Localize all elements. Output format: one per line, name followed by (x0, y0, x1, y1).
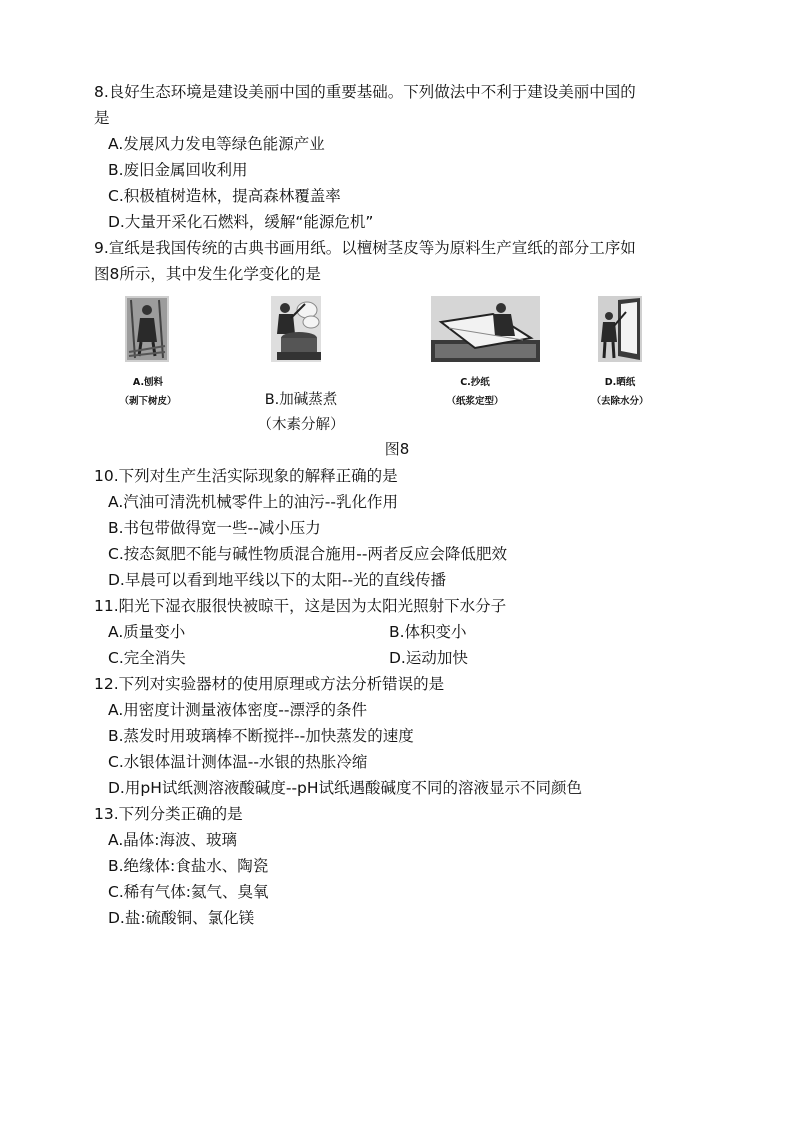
q13-stem: 13.下列分类正确的是 (94, 805, 243, 823)
q8-stem-line1: 8.良好生态环境是建设美丽中国的重要基础。下列做法中不利于建设美丽中国的 (94, 83, 636, 101)
figure-d-paper-drying-illustration (598, 296, 642, 362)
q12-option-b: B.蒸发时用玻璃棒不断搅拌--加快蒸发的速度 (108, 727, 414, 745)
figure-a-label: A.刨料 (132, 377, 164, 388)
q10-option-b: B.书包带做得宽一些--减小压力 (108, 519, 321, 537)
q8-stem-line2: 是 (94, 109, 110, 127)
q8-option-d: D.大量开采化石燃料，缓解“能源危机” (108, 213, 374, 231)
figure-b-sublabel: （木素分解） (257, 417, 345, 433)
q11-option-a: A.质量变小 (108, 623, 186, 641)
q11-stem: 11.阳光下湿衣服很快被晾干，这是因为太阳光照射下水分子 (94, 597, 507, 615)
q10-stem: 10.下列对生产生活实际现象的解释正确的是 (94, 467, 398, 485)
q11-option-b: B.体积变小 (389, 623, 467, 641)
figure-d-sublabel: （去除水分） (591, 396, 649, 407)
figure-a-bark-peeling-illustration (125, 296, 169, 362)
q8-option-b: B.废旧金属回收利用 (108, 161, 248, 179)
q10-option-d: D.早晨可以看到地平线以下的太阳--光的直线传播 (108, 571, 447, 589)
q12-option-a: A.用密度计测量液体密度--漂浮的条件 (108, 701, 367, 719)
figure-c-paper-forming-illustration (431, 296, 540, 362)
figure-c-sublabel: （纸浆定型） (446, 396, 504, 407)
figure-c-label: C.抄纸 (460, 377, 490, 388)
q13-option-c: C.稀有气体:氦气、臭氧 (108, 883, 269, 901)
q8-option-a: A.发展风力发电等绿色能源产业 (108, 135, 325, 153)
q12-option-d: D.用pH试纸测溶液酸碱度--pH试纸遇酸碱度不同的溶液显示不同颜色 (108, 779, 583, 797)
figure-b-alkali-boiling-illustration (271, 296, 321, 362)
q10-option-a: A.汽油可清洗机械零件上的油污--乳化作用 (108, 493, 398, 511)
q13-option-b: B.绝缘体:食盐水、陶瓷 (108, 857, 269, 875)
figure-b-label: B.加碱蒸煮 (264, 392, 338, 408)
q13-option-d: D.盐:硫酸铜、氯化镁 (108, 909, 255, 927)
figure-d-label: D.晒纸 (604, 377, 636, 388)
q11-option-d: D.运动加快 (389, 649, 468, 667)
figure-caption: 图8 (384, 440, 410, 458)
q10-option-c: C.按态氮肥不能与碱性物质混合施用--两者反应会降低肥效 (108, 545, 507, 563)
q12-option-c: C.水银体温计测体温--水银的热胀冷缩 (108, 753, 368, 771)
q9-stem-line1: 9.宣纸是我国传统的古典书画用纸。以檀树茎皮等为原料生产宣纸的部分工序如 (94, 239, 636, 257)
q13-option-a: A.晶体:海波、玻璃 (108, 831, 237, 849)
figure-a-sublabel: （剥下树皮） (119, 396, 177, 407)
q11-option-c: C.完全消失 (108, 649, 186, 667)
q12-stem: 12.下列对实验器材的使用原理或方法分析错误的是 (94, 675, 445, 693)
q9-stem-line2: 图8所示，其中发生化学变化的是 (94, 265, 321, 283)
q8-option-c: C.积极植树造林，提高森林覆盖率 (108, 187, 341, 205)
